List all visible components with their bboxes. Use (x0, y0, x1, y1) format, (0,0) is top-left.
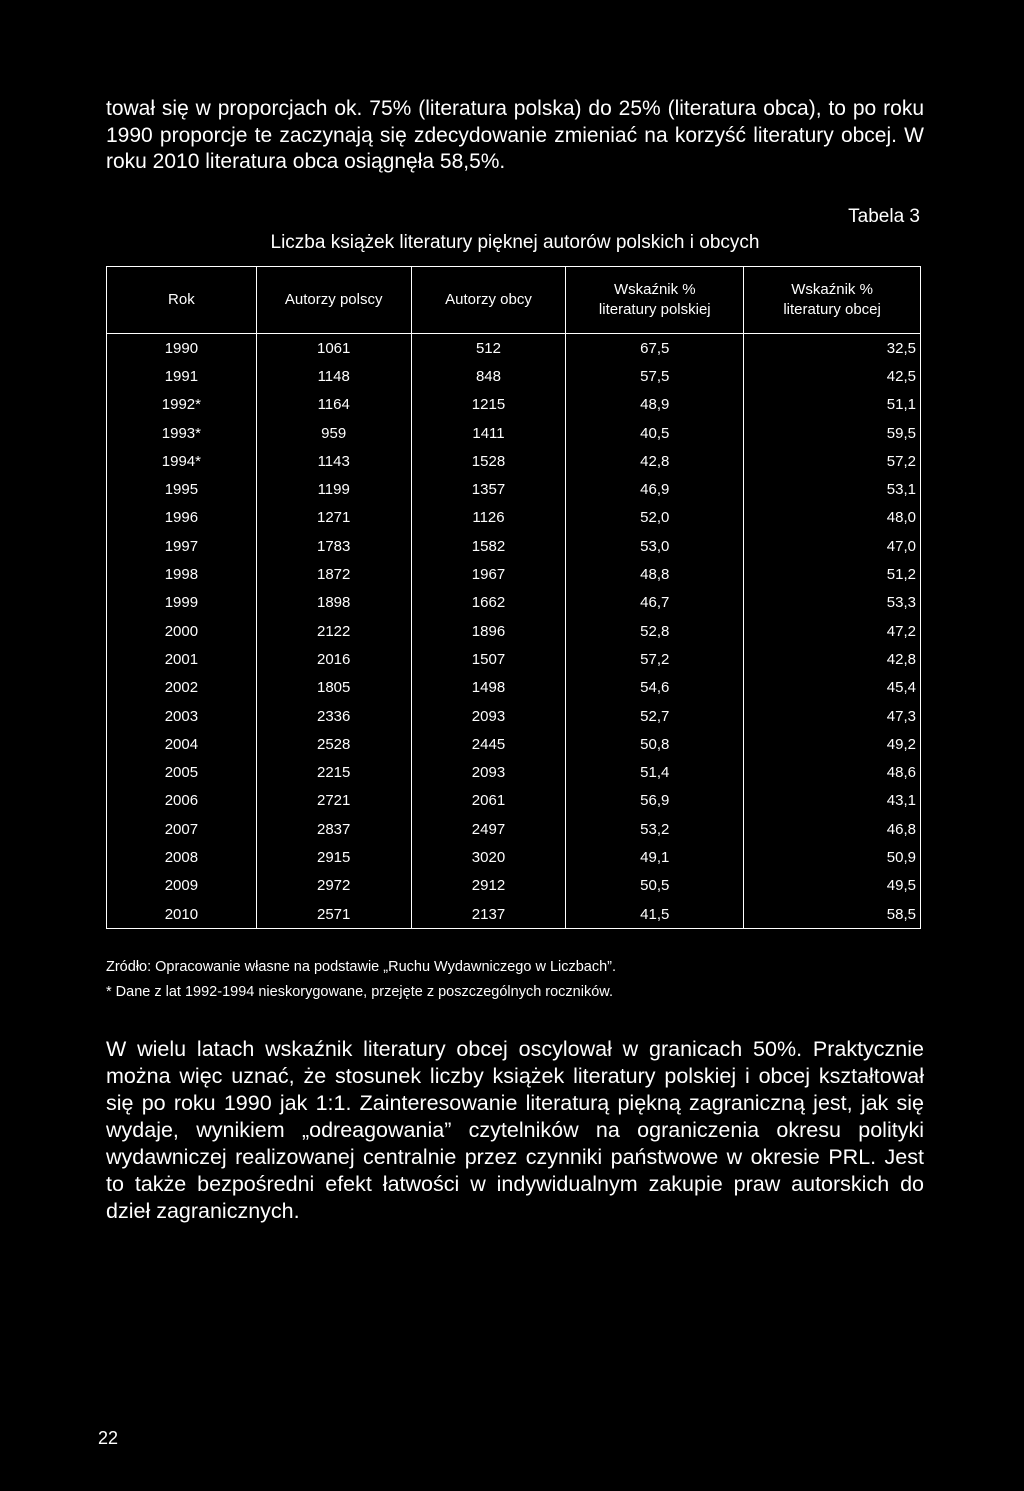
cell-index-foreign: 43,1 (744, 787, 921, 815)
table-row (107, 872, 921, 900)
table-row (107, 532, 921, 560)
cell-foreign-authors: 2445 (411, 730, 566, 758)
table-row (107, 419, 921, 447)
cell-polish-authors: 1061 (256, 334, 411, 363)
cell-index-polish: 53,2 (566, 815, 744, 843)
cell-foreign-authors: 1967 (411, 560, 566, 588)
cell-year: 1997 (107, 532, 257, 560)
cell-polish-authors: 1199 (256, 475, 411, 503)
cell-year: 1993* (107, 419, 257, 447)
cell-index-foreign: 42,8 (744, 645, 921, 673)
cell-polish-authors: 2016 (256, 645, 411, 673)
table-row (107, 900, 921, 929)
cell-index-foreign: 42,5 (744, 362, 921, 390)
cell-index-polish: 48,9 (566, 391, 744, 419)
cell-foreign-authors: 1582 (411, 532, 566, 560)
cell-index-foreign: 45,4 (744, 674, 921, 702)
table-row (107, 674, 921, 702)
cell-index-foreign: 59,5 (744, 419, 921, 447)
cell-index-polish: 46,7 (566, 589, 744, 617)
cell-year: 1991 (107, 362, 257, 390)
table-row (107, 815, 921, 843)
table-row (107, 447, 921, 475)
table-row (107, 702, 921, 730)
cell-foreign-authors: 1215 (411, 391, 566, 419)
cell-index-polish: 56,9 (566, 787, 744, 815)
header-index-foreign (744, 267, 921, 334)
table-row (107, 391, 921, 419)
cell-polish-authors: 2915 (256, 843, 411, 871)
cell-polish-authors: 1872 (256, 560, 411, 588)
table-row (107, 504, 921, 532)
cell-index-polish: 51,4 (566, 758, 744, 786)
cell-polish-authors: 2837 (256, 815, 411, 843)
cell-year: 1995 (107, 475, 257, 503)
header-year: Rok (107, 267, 257, 334)
table-body (107, 334, 921, 929)
cell-index-foreign: 49,5 (744, 872, 921, 900)
cell-polish-authors: 1898 (256, 589, 411, 617)
cell-index-polish: 40,5 (566, 419, 744, 447)
cell-foreign-authors: 1498 (411, 674, 566, 702)
table-row (107, 730, 921, 758)
cell-year: 2000 (107, 617, 257, 645)
cell-year: 1996 (107, 504, 257, 532)
cell-index-foreign: 47,2 (744, 617, 921, 645)
cell-index-polish: 49,1 (566, 843, 744, 871)
cell-year: 2006 (107, 787, 257, 815)
cell-polish-authors: 1148 (256, 362, 411, 390)
table-notes (106, 955, 616, 1005)
cell-foreign-authors: 1411 (411, 419, 566, 447)
cell-foreign-authors: 2093 (411, 702, 566, 730)
cell-foreign-authors: 512 (411, 334, 566, 363)
cell-year: 1999 (107, 589, 257, 617)
cell-index-polish: 57,5 (566, 362, 744, 390)
cell-polish-authors: 1805 (256, 674, 411, 702)
cell-polish-authors: 959 (256, 419, 411, 447)
cell-foreign-authors: 1126 (411, 504, 566, 532)
cell-index-polish: 42,8 (566, 447, 744, 475)
cell-foreign-authors: 1896 (411, 617, 566, 645)
cell-year: 2005 (107, 758, 257, 786)
cell-index-polish: 54,6 (566, 674, 744, 702)
cell-year: 2007 (107, 815, 257, 843)
cell-polish-authors: 2972 (256, 872, 411, 900)
cell-index-polish: 52,0 (566, 504, 744, 532)
cell-index-foreign: 51,2 (744, 560, 921, 588)
cell-index-foreign: 51,1 (744, 391, 921, 419)
cell-year: 2009 (107, 872, 257, 900)
table-row (107, 560, 921, 588)
cell-polish-authors: 2571 (256, 900, 411, 929)
cell-index-foreign: 47,0 (744, 532, 921, 560)
header-index-foreign-line2: literatury obcej (783, 301, 881, 318)
cell-foreign-authors: 1357 (411, 475, 566, 503)
table-header-row (107, 267, 921, 334)
table-label: Tabela 3 (848, 206, 920, 227)
cell-polish-authors: 1271 (256, 504, 411, 532)
table-row (107, 843, 921, 871)
cell-foreign-authors: 1528 (411, 447, 566, 475)
cell-index-polish: 53,0 (566, 532, 744, 560)
cell-foreign-authors: 1662 (411, 589, 566, 617)
cell-index-foreign: 48,0 (744, 504, 921, 532)
cell-index-foreign: 47,3 (744, 702, 921, 730)
cell-index-foreign: 53,1 (744, 475, 921, 503)
table-row (107, 475, 921, 503)
cell-foreign-authors: 2912 (411, 872, 566, 900)
cell-polish-authors: 2336 (256, 702, 411, 730)
cell-foreign-authors: 2093 (411, 758, 566, 786)
cell-index-polish: 52,8 (566, 617, 744, 645)
cell-year: 2003 (107, 702, 257, 730)
cell-index-foreign: 48,6 (744, 758, 921, 786)
cell-polish-authors: 1143 (256, 447, 411, 475)
header-index-polish-line2: literatury polskiej (598, 301, 711, 318)
conclusion-paragraph: W wielu latach wskaźnik literatury obcej oscylował w granicach 50%. Praktycznie można więc uznać, że stosunek liczby książek literatury polskiej i obcej kształtował się po roku 1990 jak 1:1. Zainteresowanie literaturą piękną zagraniczną jest, jak się wydaje, wynikiem „odreagowania” czytelników na ograniczenia okresu polityki wydawniczej realizowanej centralnie przez czynniki państwowe w okresie PRL. Jest to także bezpośredni efekt łatwości w indywidualnym zakupie praw autorskich do dzieł zagranicznych. (106, 1037, 924, 1223)
cell-year: 2010 (107, 900, 257, 929)
header-index-polish (566, 267, 744, 334)
table-row (107, 362, 921, 390)
table-row (107, 617, 921, 645)
cell-foreign-authors: 2137 (411, 900, 566, 929)
header-index-polish-line1: Wskaźnik % (613, 281, 696, 298)
table-row (107, 758, 921, 786)
header-foreign-authors: Autorzy obcy (411, 267, 566, 334)
table-caption: Liczba książek literatury pięknej autorów polskich i obcych (270, 232, 760, 253)
cell-index-foreign: 46,8 (744, 815, 921, 843)
cell-foreign-authors: 848 (411, 362, 566, 390)
cell-year: 2004 (107, 730, 257, 758)
cell-index-foreign: 50,9 (744, 843, 921, 871)
cell-polish-authors: 2215 (256, 758, 411, 786)
cell-year: 1994* (107, 447, 257, 475)
footnote: * Dane z lat 1992-1994 nieskorygowane, przejęte z poszczególnych roczników. (106, 984, 613, 1000)
cell-polish-authors: 2122 (256, 617, 411, 645)
cell-year: 1992* (107, 391, 257, 419)
cell-index-foreign: 57,2 (744, 447, 921, 475)
cell-index-polish: 67,5 (566, 334, 744, 363)
cell-year: 2002 (107, 674, 257, 702)
cell-index-foreign: 53,3 (744, 589, 921, 617)
cell-foreign-authors: 2497 (411, 815, 566, 843)
cell-index-polish: 46,9 (566, 475, 744, 503)
header-index-foreign-line1: Wskaźnik % (791, 281, 873, 298)
cell-index-polish: 52,7 (566, 702, 744, 730)
source-note: Zródło: Opracowanie własne na podstawie „Ruchu Wydawniczego w Liczbach”. (106, 959, 617, 975)
cell-foreign-authors: 1507 (411, 645, 566, 673)
cell-polish-authors: 1783 (256, 532, 411, 560)
cell-polish-authors: 2528 (256, 730, 411, 758)
books-table (106, 266, 921, 929)
cell-foreign-authors: 3020 (411, 843, 566, 871)
cell-index-polish: 50,5 (566, 872, 744, 900)
cell-index-foreign: 49,2 (744, 730, 921, 758)
page-number: 22 (98, 1428, 119, 1448)
cell-foreign-authors: 2061 (411, 787, 566, 815)
cell-year: 2008 (107, 843, 257, 871)
cell-year: 2001 (107, 645, 257, 673)
table-row (107, 589, 921, 617)
cell-year: 1990 (107, 334, 257, 363)
cell-index-foreign: 58,5 (744, 900, 921, 929)
cell-index-polish: 50,8 (566, 730, 744, 758)
cell-polish-authors: 2721 (256, 787, 411, 815)
table-row (107, 645, 921, 673)
cell-index-polish: 57,2 (566, 645, 744, 673)
cell-index-foreign: 32,5 (744, 334, 921, 363)
cell-index-polish: 48,8 (566, 560, 744, 588)
cell-polish-authors: 1164 (256, 391, 411, 419)
cell-index-polish: 41,5 (566, 900, 744, 929)
header-polish-authors: Autorzy polscy (256, 267, 411, 334)
cell-year: 1998 (107, 560, 257, 588)
table-row (107, 334, 921, 363)
intro-paragraph: tował się w proporcjach ok. 75% (literatura polska) do 25% (literatura obca), to po roku 1990 proporcje te zaczynają się zdecydowanie zmieniać na korzyść literatury obcej. W roku 2010 literatura obca osiągnęła 58,5%. (106, 97, 924, 173)
table-row (107, 787, 921, 815)
